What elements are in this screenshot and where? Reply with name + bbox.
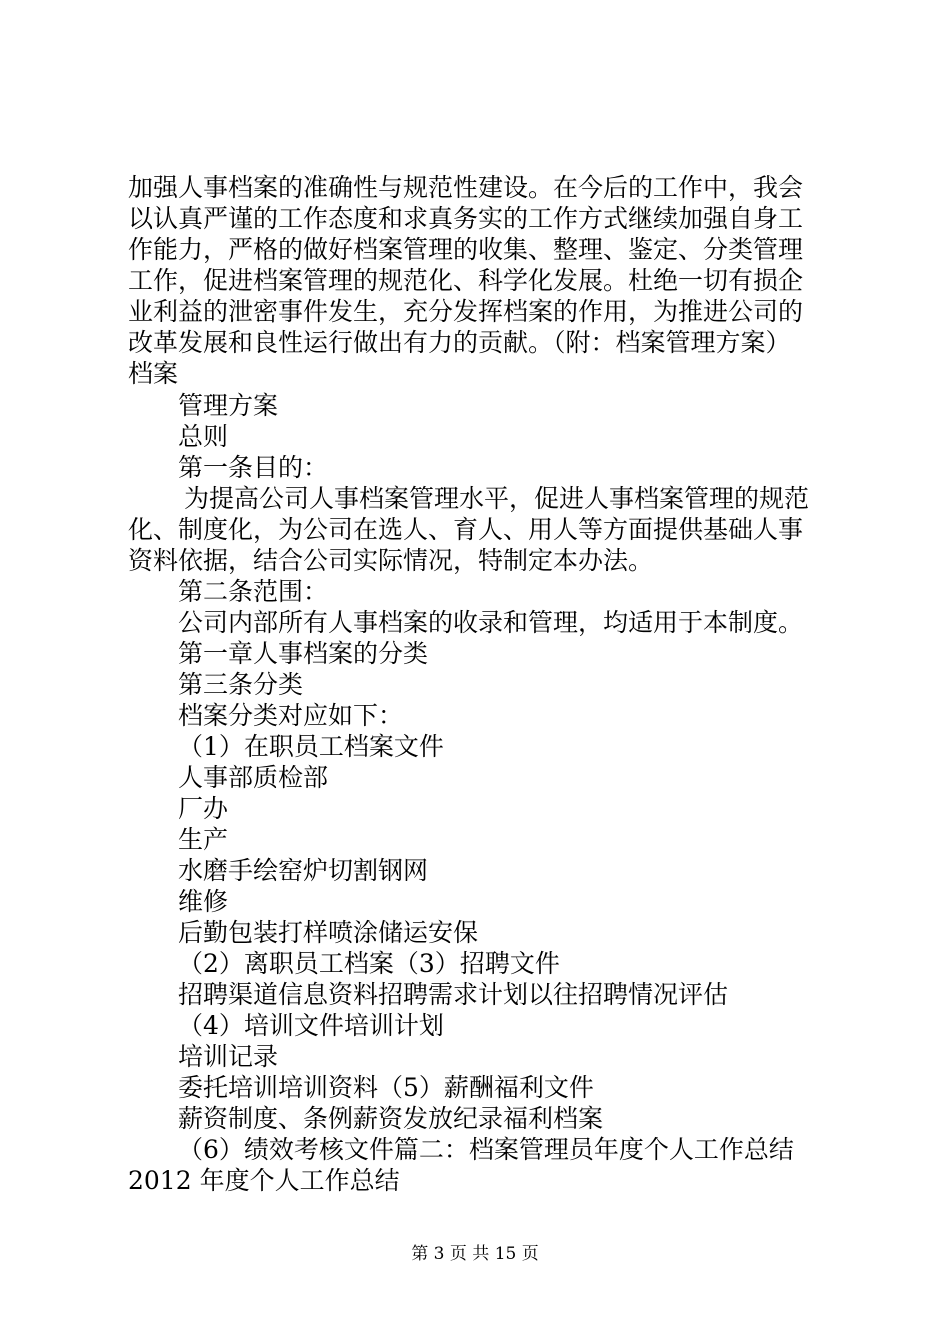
list-item: 厂办 (178, 794, 229, 823)
list-item: 维修 (178, 887, 229, 916)
general-heading: 总则 (178, 422, 229, 451)
intro-line-1: 加强人事档案的准确性与规范性建设。在今后的工作中，我会 (128, 173, 804, 202)
page-number: 第 3 页 共 15 页 (411, 1244, 539, 1264)
article3-heading: 第三条分类 (178, 670, 304, 699)
intro-line-6: 改革发展和良性运行做出有力的贡献。（附：档案管理方案） (128, 328, 791, 357)
article2-text: 公司内部所有人事档案的收录和管理，均适用于本制度。 (178, 608, 804, 637)
intro-line-5: 业利益的泄密事件发生，充分发挥档案的作用，为推进公司的 (128, 297, 804, 326)
intro-line-3: 作能力，严格的做好档案管理的收集、整理、鉴定、分类管理 (128, 235, 804, 264)
classification-intro: 档案分类对应如下： (178, 701, 404, 730)
article1-heading: 第一条目的： (178, 453, 329, 482)
intro-line-2: 以认真严谨的工作态度和求真务实的工作方式继续加强自身工 (128, 204, 804, 233)
section-title: 管理方案 (178, 391, 279, 420)
list-item: 后勤包装打样喷涂储运安保 (178, 918, 479, 947)
intro-line-7: 档案 (128, 359, 179, 388)
list-item: 招聘渠道信息资料招聘需求计划以往招聘情况评估 (178, 980, 729, 1009)
article1-line-3: 资料依据，结合公司实际情况，特制定本办法。 (128, 546, 654, 575)
list-item: 人事部质检部 (178, 763, 329, 792)
closing-line-2: 2012 年度个人工作总结 (128, 1166, 400, 1195)
list-item: （2）离职员工档案（3）招聘文件 (178, 949, 560, 978)
article1-line-1: 为提高公司人事档案管理水平，促进人事档案管理的规范 (184, 484, 810, 513)
intro-line-4: 工作，促进档案管理的规范化、科学化发展。杜绝一切有损企 (128, 266, 804, 295)
article1-line-2: 化、制度化，为公司在选人、育人、用人等方面提供基础人事 (128, 515, 804, 544)
chapter1-heading: 第一章人事档案的分类 (178, 639, 429, 668)
list-item: 薪资制度、条例薪资发放纪录福利档案 (178, 1104, 604, 1133)
list-item: （1）在职员工档案文件 (178, 732, 444, 761)
list-item: 委托培训培训资料（5）薪酬福利文件 (178, 1073, 594, 1102)
list-item: （4）培训文件培训计划 (178, 1011, 444, 1040)
list-item: 水磨手绘窑炉切割钢网 (178, 856, 429, 885)
list-item: 生产 (178, 825, 229, 854)
list-item: 培训记录 (178, 1042, 279, 1071)
article2-heading: 第二条范围： (178, 577, 329, 606)
closing-line-1: （6）绩效考核文件篇二：档案管理员年度个人工作总结 (178, 1135, 794, 1164)
